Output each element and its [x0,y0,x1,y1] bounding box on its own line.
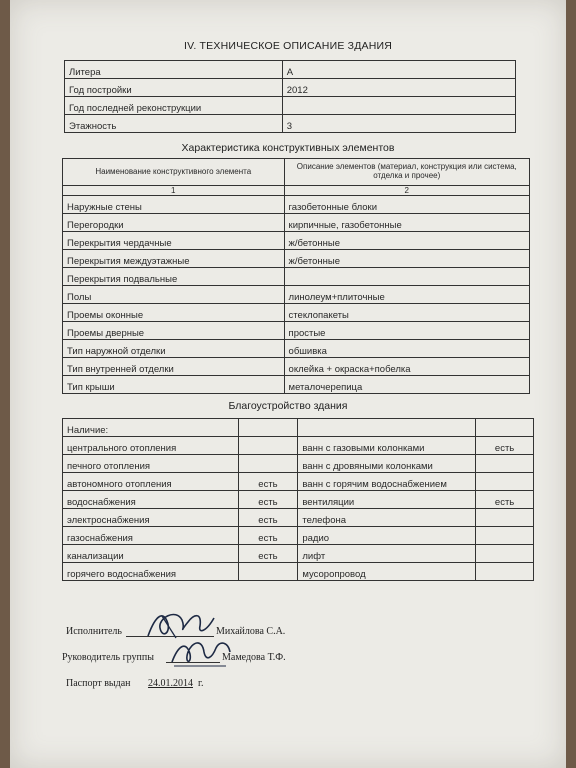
amenity-name-right: радио [298,527,476,545]
table-row [65,79,516,97]
table-row [63,268,530,286]
table-row [63,419,534,437]
amenity-name-right [298,419,476,437]
struct-element-name: Перегородки [63,214,285,232]
general-label: Этажность [65,115,283,133]
amenities-section-title: Благоустройство здания [228,400,348,412]
struct-element-name: Тип крыши [63,376,285,394]
amenity-name-left: электроснабжения [63,509,239,527]
struct-element-name: Тип внутренней отделки [63,358,285,376]
amenity-name-right: телефона [298,509,476,527]
struct-element-desc: газобетонные блоки [284,196,529,214]
amenity-name-left: горячего водоснабжения [63,563,239,581]
struct-element-desc [284,268,529,286]
general-value: 3 [282,115,515,133]
general-label: Литера [65,61,283,79]
page-title: IV. ТЕХНИЧЕСКОЕ ОПИСАНИЕ ЗДАНИЯ [183,40,393,52]
table-row [63,473,534,491]
group-head-name: Мамедова Т.Ф. [222,652,286,663]
struct-element-desc: обшивка [284,340,529,358]
amenity-name-right: ванн с газовыми колонками [298,437,476,455]
struct-element-name: Наружные стены [63,196,285,214]
general-label: Год постройки [65,79,283,97]
struct-element-name: Перекрытия подвальные [63,268,285,286]
table-row [63,214,530,232]
amenity-value-left: есть [238,527,298,545]
general-info-table [64,60,516,133]
structural-elements-table [62,158,530,394]
table-row [63,304,530,322]
struct-header-num-1: 1 [63,186,285,196]
table-row [63,563,534,581]
struct-element-desc: стеклопакеты [284,304,529,322]
amenity-name-left: водоснабжения [63,491,239,509]
table-row [63,196,530,214]
general-label: Год последней реконструкции [65,97,283,115]
struct-element-name: Тип наружной отделки [63,340,285,358]
amenity-value-left [238,437,298,455]
amenity-name-left: канализации [63,545,239,563]
executor-label: Исполнитель [66,626,122,637]
general-value [282,97,515,115]
structural-section-title: Характеристика конструктивных элементов [181,142,395,154]
struct-header-num-2: 2 [284,186,529,196]
amenity-name-left: печного отопления [63,455,239,473]
struct-element-desc: простые [284,322,529,340]
amenity-value-left [238,455,298,473]
table-row [65,115,516,133]
struct-element-desc: линолеум+плиточные [284,286,529,304]
struct-element-desc: ж/бетонные [284,232,529,250]
amenity-value-left: есть [238,545,298,563]
amenity-name-left: газоснабжения [63,527,239,545]
struct-element-desc: кирпичные, газобетонные [284,214,529,232]
general-value: 2012 [282,79,515,97]
table-row [63,509,534,527]
struct-element-name: Проемы дверные [63,322,285,340]
struct-element-name: Проемы оконные [63,304,285,322]
amenity-value-left: есть [238,509,298,527]
amenity-name-right: лифт [298,545,476,563]
table-row [63,232,530,250]
table-row [63,376,530,394]
struct-element-desc: оклейка + окраска+побелка [284,358,529,376]
amenity-value-left [238,563,298,581]
struct-header-desc: Описание элементов (материал, конструкция или система, отделка и прочее) [284,159,529,186]
amenity-value-left: есть [238,473,298,491]
amenity-value-right [476,473,534,491]
table-row [65,97,516,115]
amenity-name-right: мусоропровод [298,563,476,581]
struct-header-name: Наименование конструктивного элемента [63,159,285,186]
amenities-table [62,418,534,581]
amenity-name-left: центрального отопления [63,437,239,455]
struct-element-desc: ж/бетонные [284,250,529,268]
amenity-name-left: Наличие: [63,419,239,437]
amenity-value-right [476,527,534,545]
table-row [65,61,516,79]
amenity-name-left: автономного отопления [63,473,239,491]
group-head-label: Руководитель группы [62,652,154,663]
struct-element-name: Перекрытия междуэтажные [63,250,285,268]
table-row [63,286,530,304]
amenity-name-right: ванн с дровяными колонками [298,455,476,473]
amenity-name-right: ванн с горячим водоснабжением [298,473,476,491]
amenity-value-right [476,509,534,527]
amenity-value-right [476,563,534,581]
table-row [63,358,530,376]
table-row [63,437,534,455]
table-row [63,340,530,358]
general-value: А [282,61,515,79]
amenity-value-left [238,419,298,437]
table-row [63,527,534,545]
amenity-value-left: есть [238,491,298,509]
amenity-value-right: есть [476,437,534,455]
passport-issued-label: Паспорт выдан [66,678,131,689]
table-row [63,250,530,268]
table-row [63,455,534,473]
struct-element-name: Полы [63,286,285,304]
table-row [63,322,530,340]
executor-name: Михайлова С.А. [216,626,286,637]
passport-issued-date: 24.01.2014 [148,678,193,689]
amenity-value-right: есть [476,491,534,509]
struct-element-name: Перекрытия чердачные [63,232,285,250]
struct-element-desc: металочерепица [284,376,529,394]
table-row [63,491,534,509]
amenity-value-right [476,419,534,437]
amenity-value-right [476,455,534,473]
amenity-name-right: вентиляции [298,491,476,509]
table-row [63,545,534,563]
document-page [10,0,566,768]
amenity-value-right [476,545,534,563]
passport-issued-suffix: г. [198,678,204,689]
